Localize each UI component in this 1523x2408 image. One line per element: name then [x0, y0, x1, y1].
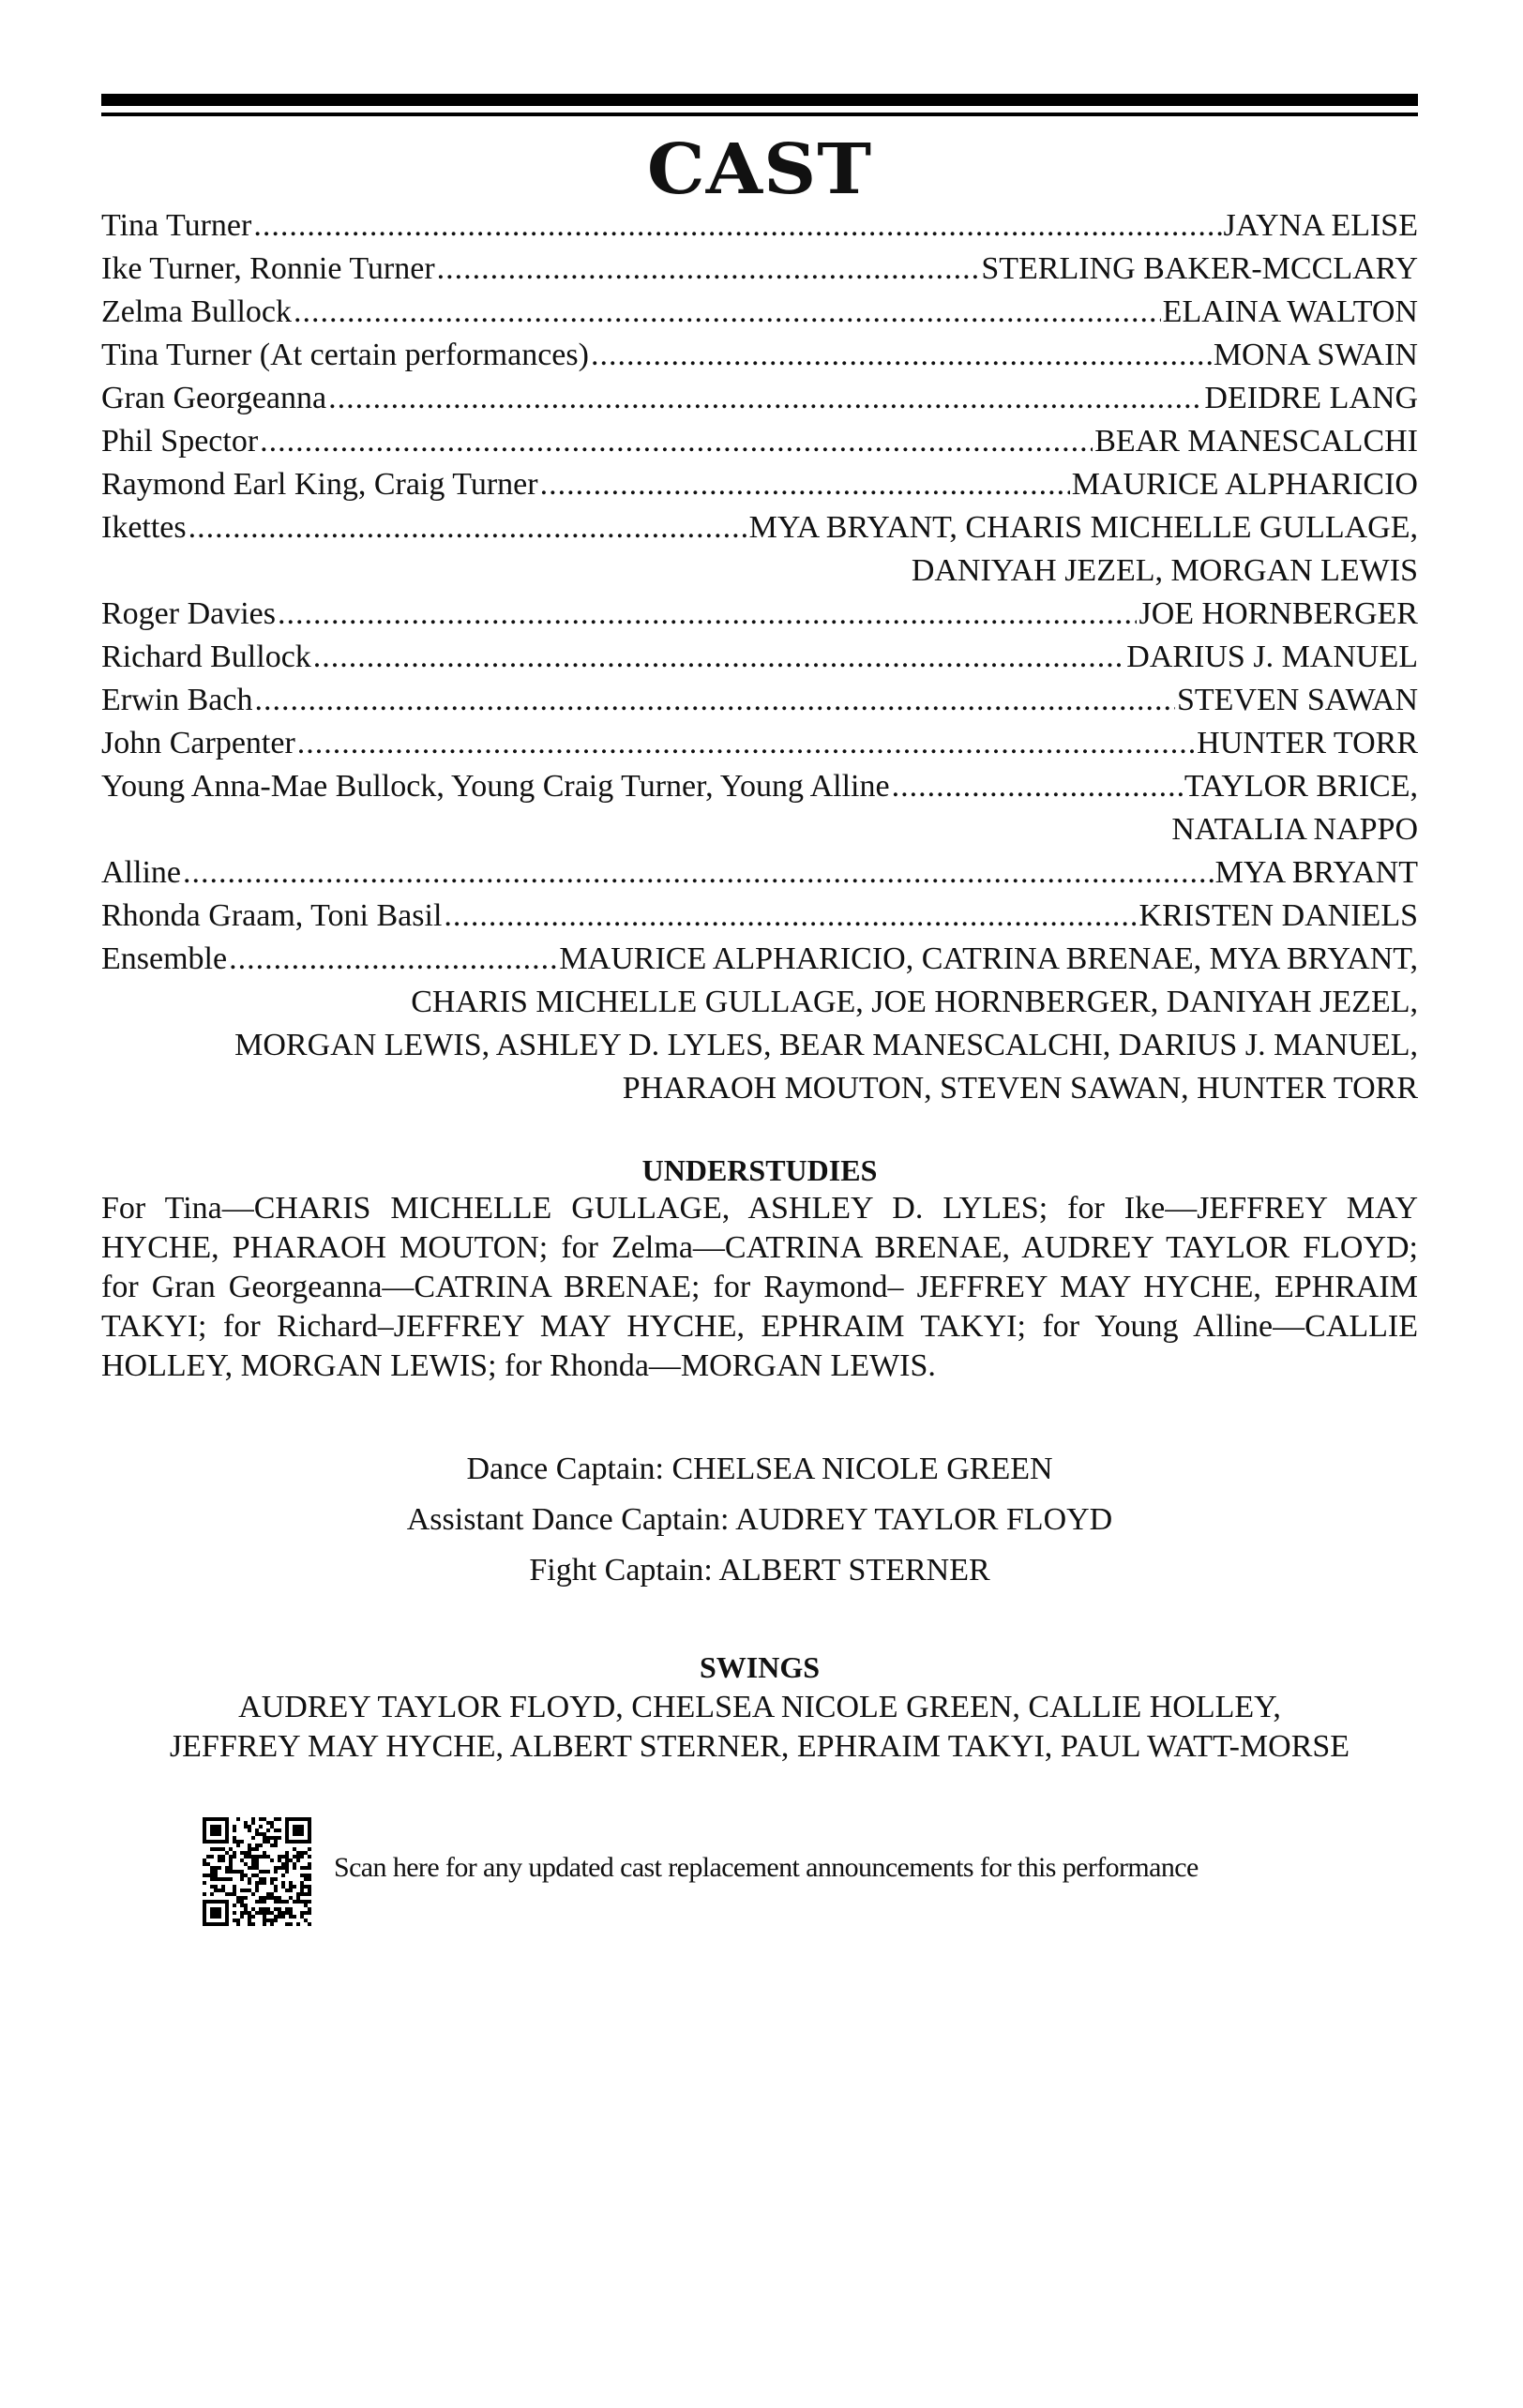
captains-block	[101, 1444, 1418, 1596]
cast-role: Tina Turner (At certain performances)	[101, 338, 589, 372]
cast-row	[101, 679, 1418, 722]
leader-dots	[183, 851, 1214, 895]
cast-role: John Carpenter	[101, 726, 295, 760]
cast-actor: MAURICE ALPHARICIO	[1071, 467, 1418, 502]
leader-dots	[328, 377, 1202, 420]
cast-role: Rhonda Graam, Toni Basil	[101, 898, 443, 933]
cast-row	[101, 291, 1418, 334]
cast-role: Erwin Bach	[101, 683, 253, 717]
leader-dots	[540, 463, 1070, 506]
cast-actor: JAYNA ELISE	[1223, 208, 1418, 243]
cast-role: Gran Georgeanna	[101, 381, 327, 415]
cast-actor: DARIUS J. MANUEL	[1126, 640, 1418, 674]
top-rule-thick	[101, 94, 1418, 106]
leader-dots	[294, 291, 1161, 334]
cast-role: Ike Turner, Ronnie Turner	[101, 251, 435, 286]
cast-role: Alline	[101, 855, 181, 890]
leader-dots	[437, 248, 980, 291]
assistant-dance-captain: Assistant Dance Captain: AUDREY TAYLOR FLOYD	[406, 1502, 1113, 1537]
page-title: CAST	[646, 129, 873, 210]
cast-role: Young Anna-Mae Bullock, Young Craig Turner, Young Alline	[101, 769, 890, 804]
cast-actor-continued: DANIYAH JEZEL, MORGAN LEWIS	[911, 553, 1418, 588]
fight-captain: Fight Captain: ALBERT STERNER	[529, 1553, 990, 1588]
cast-row	[101, 506, 1418, 549]
swings-line: JEFFREY MAY HYCHE, ALBERT STERNER, EPHRAIM TAKYI, PAUL WATT-MORSE	[169, 1729, 1350, 1764]
cast-row	[101, 248, 1418, 291]
cast-row	[101, 851, 1418, 895]
cast-actor: BEAR MANESCALCHI	[1094, 424, 1418, 459]
leader-dots	[188, 506, 747, 549]
cast-role: Ensemble	[101, 941, 228, 976]
cast-role: Phil Spector	[101, 424, 259, 459]
cast-actor-continued: NATALIA NAPPO	[1171, 812, 1418, 847]
cast-row	[101, 420, 1418, 463]
cast-role: Roger Davies	[101, 596, 277, 631]
cast-row	[101, 377, 1418, 420]
cast-actor-continued: MORGAN LEWIS, ASHLEY D. LYLES, BEAR MANESCALCHI, DARIUS J. MANUEL,	[234, 1028, 1418, 1062]
cast-row	[101, 204, 1418, 248]
qr-caption: Scan here for any updated cast replacement announcements for this performance	[334, 1852, 1199, 1883]
understudies-text: For Tina—CHARIS MICHELLE GULLAGE, ASHLEY D. LYLES; for Ike—JEFFREY MAY HYCHE, PHARAOH MOUTON; for Zelma—CATRINA BRENAE, AUDREY TAYLOR FLOYD; for Gran Georgeanna—CATRINA BRENAE; for Raymond– JEFFREY MAY HYCHE, EPHRAIM TAKYI; for Richard–JEFFREY MAY HYCHE, EPHRAIM TAKYI; for Young Alline—CALLIE HOLLEY, MORGAN LEWIS; for Rhonda—MORGAN LEWIS.	[101, 1191, 1418, 1383]
cast-actor: DEIDRE LANG	[1204, 381, 1418, 415]
cast-actor: MONA SWAIN	[1213, 338, 1418, 372]
leader-dots	[444, 895, 1137, 938]
dance-captain: Dance Captain: CHELSEA NICOLE GREEN	[466, 1452, 1053, 1486]
leader-dots	[260, 420, 1093, 463]
cast-role: Raymond Earl King, Craig Turner	[101, 467, 538, 502]
cast-actor: MYA BRYANT	[1214, 855, 1418, 890]
leader-dots	[313, 636, 1124, 679]
cast-actor: TAYLOR BRICE,	[1184, 769, 1418, 804]
leader-dots	[253, 204, 1221, 248]
cast-row	[101, 334, 1418, 377]
top-rule-thin	[101, 113, 1418, 116]
cast-list	[101, 204, 1418, 1110]
cast-role: Tina Turner	[101, 208, 252, 243]
cast-row	[101, 593, 1418, 636]
cast-row	[101, 765, 1418, 808]
leader-dots	[229, 938, 557, 981]
leader-dots	[892, 765, 1183, 808]
cast-actor: JOE HORNBERGER	[1138, 596, 1418, 631]
leader-dots	[297, 722, 1195, 765]
cast-row	[101, 463, 1418, 506]
cast-actor: STERLING BAKER-MCCLARY	[981, 251, 1418, 286]
leader-dots	[591, 334, 1212, 377]
cast-actor: STEVEN SAWAN	[1177, 683, 1418, 717]
swings-heading: SWINGS	[699, 1650, 821, 1684]
cast-actor: KRISTEN DANIELS	[1138, 898, 1418, 933]
cast-actor: ELAINA WALTON	[1162, 294, 1418, 329]
cast-actor: MAURICE ALPHARICIO, CATRINA BRENAE, MYA BRYANT,	[559, 941, 1418, 976]
cast-role: Zelma Bullock	[101, 294, 293, 329]
cast-actor-continued: CHARIS MICHELLE GULLAGE, JOE HORNBERGER, DANIYAH JEZEL,	[411, 985, 1418, 1019]
cast-row	[101, 722, 1418, 765]
cast-row	[101, 938, 1418, 981]
qr-code-icon[interactable]	[203, 1817, 311, 1926]
cast-row	[101, 636, 1418, 679]
leader-dots	[278, 593, 1137, 636]
swings-list	[101, 1688, 1418, 1767]
cast-actor: MYA BRYANT, CHARIS MICHELLE GULLAGE,	[748, 510, 1418, 545]
swings-line: AUDREY TAYLOR FLOYD, CHELSEA NICOLE GREEN, CALLIE HOLLEY,	[238, 1690, 1281, 1724]
cast-row	[101, 895, 1418, 938]
cast-role: Ikettes	[101, 510, 187, 545]
leader-dots	[254, 679, 1175, 722]
cast-actor-continued: PHARAOH MOUTON, STEVEN SAWAN, HUNTER TORR	[622, 1071, 1418, 1106]
understudies-heading: UNDERSTUDIES	[641, 1153, 878, 1187]
cast-role: Richard Bullock	[101, 640, 311, 674]
cast-actor: HUNTER TORR	[1197, 726, 1418, 760]
